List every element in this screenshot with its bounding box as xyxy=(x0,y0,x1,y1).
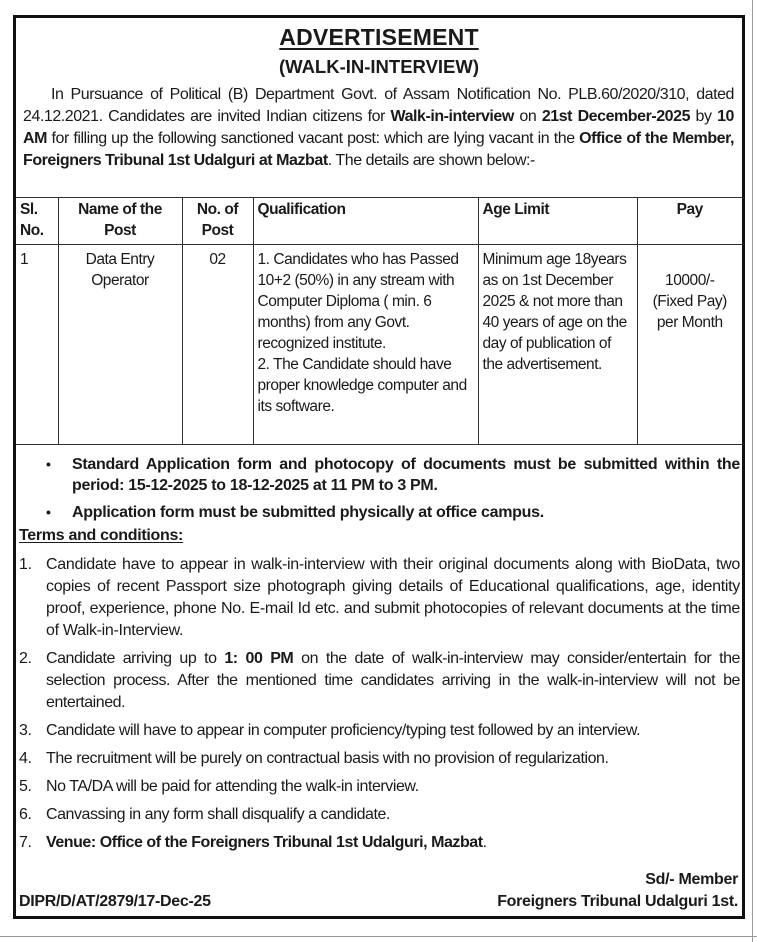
term-item xyxy=(16,804,742,826)
term-text xyxy=(46,648,742,714)
term-text xyxy=(46,832,742,854)
advertisement-title xyxy=(23,23,735,51)
term-item xyxy=(16,748,742,770)
term-number: 2. xyxy=(19,650,32,667)
cell-age-limit: Minimum age 18years as on 1st December 2025 & not more than 40 years of age on the day of publication of the advertisement. xyxy=(478,245,637,445)
qualification-item-1: 1. Candidates who has Passed 10+2 (50%) in any stream with Computer Diploma ( min. 6 months) from any Govt. recognized institute. xyxy=(257,251,459,352)
term-bold-time: 1: 00 PM xyxy=(224,650,294,667)
header-sl-no: Sl. No. xyxy=(16,198,58,245)
cell-post-count: 02 xyxy=(182,245,253,445)
reference-number: DIPR/D/AT/2879/17-Dec-25 xyxy=(19,893,211,910)
signature-line-2: Foreigners Tribunal Udalguri 1st. xyxy=(497,893,738,910)
term-number: 3. xyxy=(19,722,32,739)
cell-pay xyxy=(637,245,742,445)
table-row xyxy=(16,245,742,445)
pay-type: (Fixed Pay) xyxy=(652,293,727,310)
term-text: Candidate will have to appear in computer proficiency/typing test followed by an interview. xyxy=(46,722,641,739)
important-notes xyxy=(16,454,742,529)
intro-text: for filling up the following sanctioned vacant post: which are lying vacant in the xyxy=(46,130,580,147)
cell-qualification xyxy=(253,245,478,445)
page-edge-horizontal xyxy=(0,936,757,937)
intro-text: In Pursuance of Political (B) Department Govt. of Assam Notification No. PLB.60/2020/310, dated 24.12.2021. Candidates are invited Indian citizens for xyxy=(23,86,734,125)
terms-heading: Terms and conditions: xyxy=(19,527,184,544)
signature-block xyxy=(497,869,738,913)
term-item xyxy=(16,720,742,742)
header-pay: Pay xyxy=(637,198,742,245)
header-post-count: No. of Post xyxy=(182,198,253,245)
term-number: 4. xyxy=(19,750,32,767)
header-post-name: Name of the Post xyxy=(58,198,182,245)
term-text: The recruitment will be purely on contractual basis with no provision of regularization. xyxy=(46,750,609,767)
term-number: 7. xyxy=(19,834,32,851)
header-qualification: Qualification xyxy=(253,198,478,245)
bullet-item xyxy=(16,454,742,496)
pay-period: per Month xyxy=(656,314,723,331)
intro-bold-walkin: Walk-in-interview xyxy=(390,108,514,125)
term-item xyxy=(16,832,742,854)
cell-sl-no: 1 xyxy=(16,245,58,445)
term-number: 5. xyxy=(19,778,32,795)
cell-post-name: Data Entry Operator xyxy=(58,245,182,445)
header-age-limit: Age Limit xyxy=(478,198,637,245)
bullet-icon: • xyxy=(46,504,51,520)
page-edge-vertical xyxy=(752,0,753,942)
term-text: Candidate have to appear in walk-in-interview with their original documents along with BioData, two copies of recent Passport size photograph giving details of Educational qualifications, age, identity proof, experience, phone No. E-mail Id etc. and submit photocopies of relevant documents at the time of Walk-in-Interview. xyxy=(46,556,740,639)
term-item xyxy=(16,648,742,714)
term-text-part: Candidate arriving up to xyxy=(46,650,225,667)
table-header-row xyxy=(16,198,742,245)
venue-text: Venue: Office of the Foreigners Tribunal 1st Udalguri, Mazbat xyxy=(46,834,483,851)
term-number: 1. xyxy=(19,556,32,573)
intro-text: on xyxy=(513,108,542,125)
term-text-part: . xyxy=(482,834,487,851)
intro-bold-date: 21st December-2025 xyxy=(541,108,691,125)
intro-bold-time: 10 AM xyxy=(23,108,734,147)
term-item xyxy=(16,776,742,798)
bullet-item xyxy=(16,502,742,523)
term-text: Canvassing in any form shall disqualify a candidate. xyxy=(46,806,390,823)
qualification-item-2: 2. The Candidate should have proper knowledge computer and its software. xyxy=(257,356,467,415)
pay-amount: 10000/- xyxy=(665,272,715,289)
term-item xyxy=(16,554,742,642)
intro-text: . The details are shown below:- xyxy=(327,152,535,169)
advertisement-subtitle: (WALK-IN-INTERVIEW) xyxy=(278,56,480,77)
bullet-text: Application form must be submitted physically at office campus. xyxy=(72,504,544,521)
intro-bold-office: Office of the Member, Foreigners Tribunal 1st Udalguri at Mazbat xyxy=(23,130,734,169)
bullet-text: Standard Application form and photocopy of documents must be submitted within the period: 15-12-2025 to 18-12-2025 at 11 PM to 3 PM. xyxy=(72,456,740,494)
term-text-part: on the date of walk-in-interview may consider/entertain for the selection process. After the mentioned time candidates arriving in the walk-in-interview will not be entertained. xyxy=(46,650,740,711)
intro-text: by xyxy=(690,108,718,125)
term-text: No TA/DA will be paid for attending the walk-in interview. xyxy=(46,778,419,795)
bullet-icon: • xyxy=(46,456,51,472)
advertisement-frame xyxy=(13,15,745,919)
terms-list xyxy=(16,554,742,860)
term-number: 6. xyxy=(19,806,32,823)
intro-paragraph xyxy=(23,84,735,172)
vacancy-table xyxy=(16,197,742,445)
title-text: ADVERTISEMENT xyxy=(279,24,479,50)
signature-line-1: Sd/- Member xyxy=(645,871,738,888)
